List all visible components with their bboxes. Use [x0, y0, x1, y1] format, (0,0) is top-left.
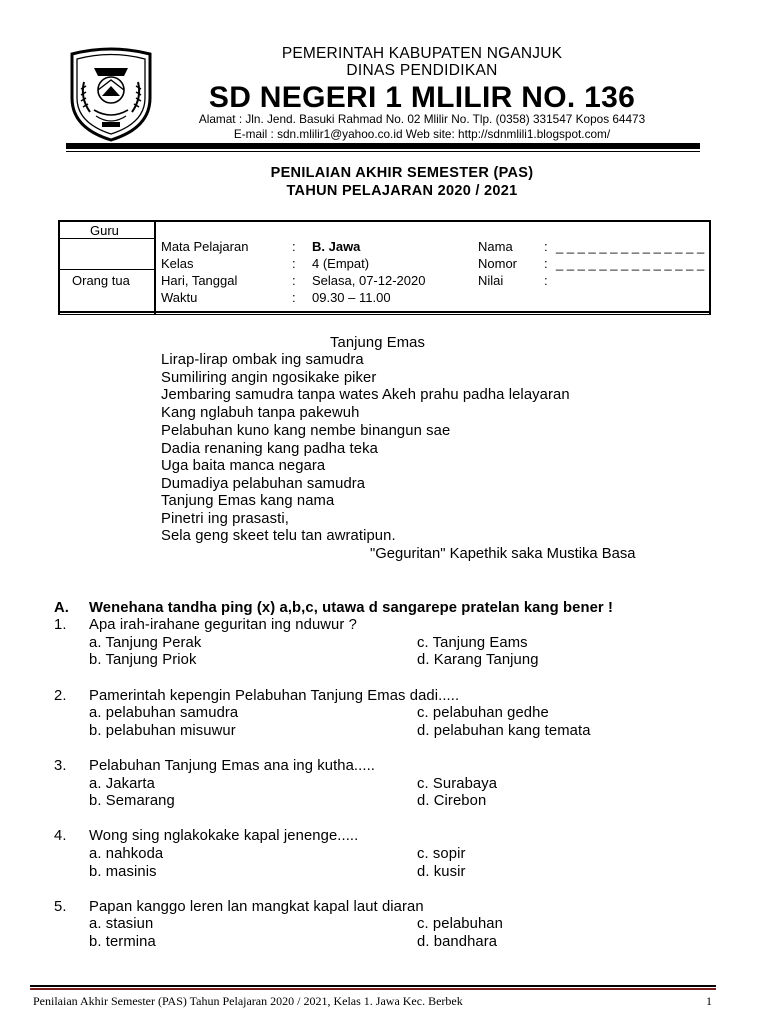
- poem-line: Tanjung Emas kang nama: [161, 493, 335, 509]
- poem-source: "Geguritan" Kapethik saka Mustika Basa: [370, 546, 636, 562]
- student-name-field[interactable]: _ _ _ _ _ _ _ _ _ _ _ _ _ _: [556, 239, 705, 254]
- student-name-label: Nama: [478, 239, 513, 254]
- student-number-field[interactable]: _ _ _ _ _ _ _ _ _ _ _ _ _ _: [556, 256, 705, 271]
- table-ortu-rule: [58, 269, 155, 270]
- option-d[interactable]: d. Karang Tanjung: [417, 652, 539, 668]
- subject-value: B. Jawa: [312, 239, 361, 254]
- table-border-bottom: [58, 311, 711, 313]
- option-b[interactable]: b. pelabuhan misuwur: [89, 723, 236, 739]
- table-divider: [154, 220, 156, 315]
- field-label: Hari, Tanggal: [161, 273, 238, 288]
- option-a[interactable]: a. Tanjung Perak: [89, 635, 202, 651]
- option-c[interactable]: c. Surabaya: [417, 776, 498, 792]
- exam-title: PENILAIAN AKHIR SEMESTER (PAS): [270, 165, 534, 181]
- table-border-right: [709, 220, 711, 315]
- field-label: Waktu: [161, 290, 198, 305]
- identity-table: [58, 220, 711, 315]
- poem-line: Uga baita manca negara: [161, 458, 326, 474]
- option-d[interactable]: d. kusir: [417, 864, 466, 880]
- footer-rule: [30, 985, 716, 987]
- department-name: DINAS PENDIDIKAN: [346, 62, 498, 79]
- option-b[interactable]: b. termina: [89, 934, 156, 950]
- page-number: 1: [706, 994, 712, 1008]
- section-letter: A.: [54, 600, 69, 616]
- exam-year: TAHUN PELAJARAN 2020 / 2021: [286, 183, 518, 199]
- time-value: 09.30 – 11.00: [312, 290, 391, 305]
- option-a[interactable]: a. Jakarta: [89, 776, 155, 792]
- question-number: 3.: [54, 758, 67, 774]
- section-instruction: Wenehana tandha ping (x) a,b,c, utawa d sangarepe pratelan kang bener !: [89, 600, 614, 616]
- letterhead-rule-thick: [66, 143, 700, 149]
- field-sep: :: [544, 239, 548, 254]
- option-a[interactable]: a. pelabuhan samudra: [89, 705, 239, 721]
- student-number-label: Nomor: [478, 256, 518, 271]
- question-number: 2.: [54, 688, 67, 704]
- table-guru-rule: [58, 238, 155, 239]
- option-c[interactable]: c. pelabuhan gedhe: [417, 705, 549, 721]
- field-sep: :: [292, 290, 296, 305]
- option-c[interactable]: c. pelabuhan: [417, 916, 503, 932]
- school-address: Alamat : Jln. Jend. Basuki Rahmad No. 02 Mlilir No. Tlp. (0358) 331547 Kopos 64473: [198, 112, 646, 126]
- question-text: Pamerintah kepengin Pelabuhan Tanjung Emas dadi.....: [89, 688, 460, 704]
- question-number: 5.: [54, 899, 67, 915]
- option-b[interactable]: b. Semarang: [89, 793, 175, 809]
- school-logo: [66, 46, 156, 142]
- option-a[interactable]: a. nahkoda: [89, 846, 164, 862]
- field-sep: :: [292, 273, 296, 288]
- poem-line: Pelabuhan kuno kang nembe binangun sae: [161, 423, 451, 439]
- poem-line: Dumadiya pelabuhan samudra: [161, 476, 366, 492]
- field-label: Mata Pelajaran: [161, 239, 249, 254]
- option-c[interactable]: c. sopir: [417, 846, 466, 862]
- option-d[interactable]: d. pelabuhan kang temata: [417, 723, 591, 739]
- poem-line: Jembaring samudra tanpa wates Akeh prahu padha lelayaran: [161, 387, 570, 403]
- orang-tua-label: Orang tua: [72, 273, 130, 288]
- table-border-bottom-inner: [58, 314, 711, 315]
- poem-title: Tanjung Emas: [330, 335, 425, 351]
- option-a[interactable]: a. stasiun: [89, 916, 154, 932]
- field-sep: :: [544, 256, 548, 271]
- field-sep: :: [544, 273, 548, 288]
- question-text: Wong sing nglakokake kapal jenenge.....: [89, 828, 359, 844]
- poem-line: Sela geng skeet telu tan awratipun.: [161, 528, 396, 544]
- field-sep: :: [292, 239, 296, 254]
- class-value: 4 (Empat): [312, 256, 370, 271]
- poem-line: Dadia renaning kang padha teka: [161, 441, 378, 457]
- question-text: Apa irah-irahane geguritan ing nduwur ?: [89, 617, 357, 633]
- option-b[interactable]: b. masinis: [89, 864, 157, 880]
- government-name: PEMERINTAH KABUPATEN NGANJUK: [281, 45, 563, 62]
- letterhead-rule-thin: [66, 151, 700, 152]
- table-border-top: [58, 220, 711, 222]
- footer-text: Penilaian Akhir Semester (PAS) Tahun Pelajaran 2020 / 2021, Kelas 1. Jawa Kec. Berbek: [33, 994, 463, 1008]
- table-border-left: [58, 220, 60, 315]
- question-text: Pelabuhan Tanjung Emas ana ing kutha.....: [89, 758, 375, 774]
- option-d[interactable]: d. Cirebon: [417, 793, 487, 809]
- question-number: 1.: [54, 617, 67, 633]
- option-d[interactable]: d. bandhara: [417, 934, 498, 950]
- nganjuk-crest-icon: [66, 46, 156, 142]
- school-name: SD NEGERI 1 MLILIR NO. 136: [208, 81, 636, 114]
- option-c[interactable]: c. Tanjung Eams: [417, 635, 528, 651]
- score-label: Nilai: [478, 273, 504, 288]
- poem-line: Lirap-lirap ombak ing samudra: [161, 352, 364, 368]
- question-number: 4.: [54, 828, 67, 844]
- field-label: Kelas: [161, 256, 194, 271]
- footer-accent-rule: [30, 988, 716, 990]
- date-value: Selasa, 07-12-2020: [312, 273, 426, 288]
- school-contact: E-mail : sdn.mlilir1@yahoo.co.id Web site: http://sdnmlili1.blogspot.com/: [233, 127, 611, 141]
- guru-label: Guru: [90, 223, 119, 238]
- poem-line: Pinetri ing prasasti,: [161, 511, 289, 527]
- poem-line: Kang nglabuh tanpa pakewuh: [161, 405, 360, 421]
- question-text: Papan kanggo leren lan mangkat kapal laut diaran: [89, 899, 424, 915]
- field-sep: :: [292, 256, 296, 271]
- poem-line: Sumiliring angin ngosikake piker: [161, 370, 377, 386]
- option-b[interactable]: b. Tanjung Priok: [89, 652, 197, 668]
